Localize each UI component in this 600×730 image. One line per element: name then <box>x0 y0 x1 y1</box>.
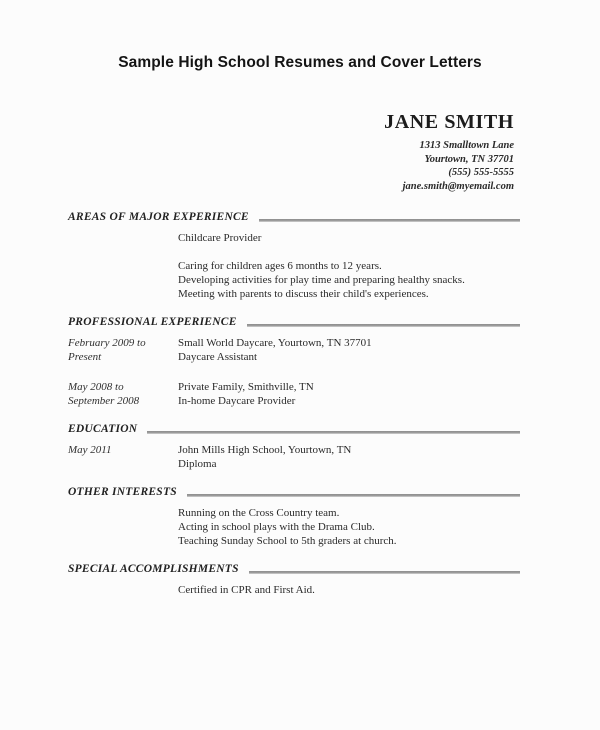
date-range-line: February 2009 to <box>68 337 146 349</box>
experience-row <box>68 380 520 408</box>
contact-header <box>0 111 600 193</box>
section-title: SPECIAL ACCOMPLISHMENTS <box>68 563 239 575</box>
address-street: 1313 Smalltown Lane <box>419 140 514 151</box>
section-row <box>68 231 520 301</box>
detail-line: Meeting with parents to discuss their child's experiences. <box>178 288 429 300</box>
section-rule-line <box>187 494 520 497</box>
job-title-line: Childcare Provider <box>178 232 262 244</box>
section-row <box>68 506 520 548</box>
detail-line: Developing activities for play time and preparing healthy snacks. <box>178 274 465 286</box>
address-city-state-zip: Yourtown, TN 37701 <box>424 153 514 165</box>
detail-line: Teaching Sunday School to 5th graders at church. <box>178 535 397 547</box>
section-title: EDUCATION <box>68 423 138 435</box>
resume-body <box>68 210 520 597</box>
section-title: OTHER INTERESTS <box>68 486 177 498</box>
contact-details <box>0 139 514 193</box>
section-row <box>68 583 520 597</box>
date-range-line: May 2011 <box>68 444 112 456</box>
detail-line: Acting in school plays with the Drama Club. <box>178 521 375 533</box>
detail-column <box>178 506 520 548</box>
date-range-line: May 2008 to <box>68 381 124 393</box>
section-header <box>68 315 520 330</box>
detail-column <box>178 380 520 408</box>
date-column <box>68 583 178 597</box>
detail-line: Caring for children ages 6 months to 12 years. <box>178 260 382 272</box>
date-column <box>68 506 178 548</box>
section-rule-line <box>259 219 520 222</box>
section-professional-experience <box>68 315 520 408</box>
section-areas-of-major-experience <box>68 210 520 301</box>
date-column <box>68 380 178 408</box>
detail-column <box>178 443 520 471</box>
section-header <box>68 485 520 500</box>
date-column <box>68 336 178 364</box>
school-line: John Mills High School, Yourtown, TN <box>178 444 352 456</box>
employer-line: Private Family, Smithville, TN <box>178 381 314 393</box>
document-title: Sample High School Resumes and Cover Letters <box>118 54 482 71</box>
section-header <box>68 562 520 577</box>
section-title: PROFESSIONAL EXPERIENCE <box>68 316 237 328</box>
section-special-accomplishments <box>68 562 520 597</box>
person-name: JANE SMITH <box>384 111 514 133</box>
section-rule-line <box>147 431 520 434</box>
detail-line: Certified in CPR and First Aid. <box>178 584 315 596</box>
detail-line: Running on the Cross Country team. <box>178 507 340 519</box>
date-column <box>68 443 178 471</box>
date-column <box>68 231 178 301</box>
section-title: AREAS OF MAJOR EXPERIENCE <box>68 211 249 223</box>
detail-column <box>178 336 520 364</box>
education-row <box>68 443 520 471</box>
phone-number: (555) 555-5555 <box>448 167 514 178</box>
section-header <box>68 422 520 437</box>
job-title-line: Daycare Assistant <box>178 351 258 363</box>
job-title-line: In-home Daycare Provider <box>178 395 296 407</box>
section-education <box>68 422 520 471</box>
employer-line: Small World Daycare, Yourtown, TN 37701 <box>178 337 372 349</box>
degree-line: Diploma <box>178 458 217 470</box>
email-address: jane.smith@myemail.com <box>402 180 514 192</box>
section-header <box>68 210 520 225</box>
date-range-line: Present <box>68 351 102 363</box>
detail-column <box>178 583 520 597</box>
section-rule-line <box>247 324 520 327</box>
experience-row <box>68 336 520 364</box>
date-range-line: September 2008 <box>68 395 140 407</box>
detail-column <box>178 231 520 301</box>
section-rule-line <box>249 571 520 574</box>
section-other-interests <box>68 485 520 548</box>
